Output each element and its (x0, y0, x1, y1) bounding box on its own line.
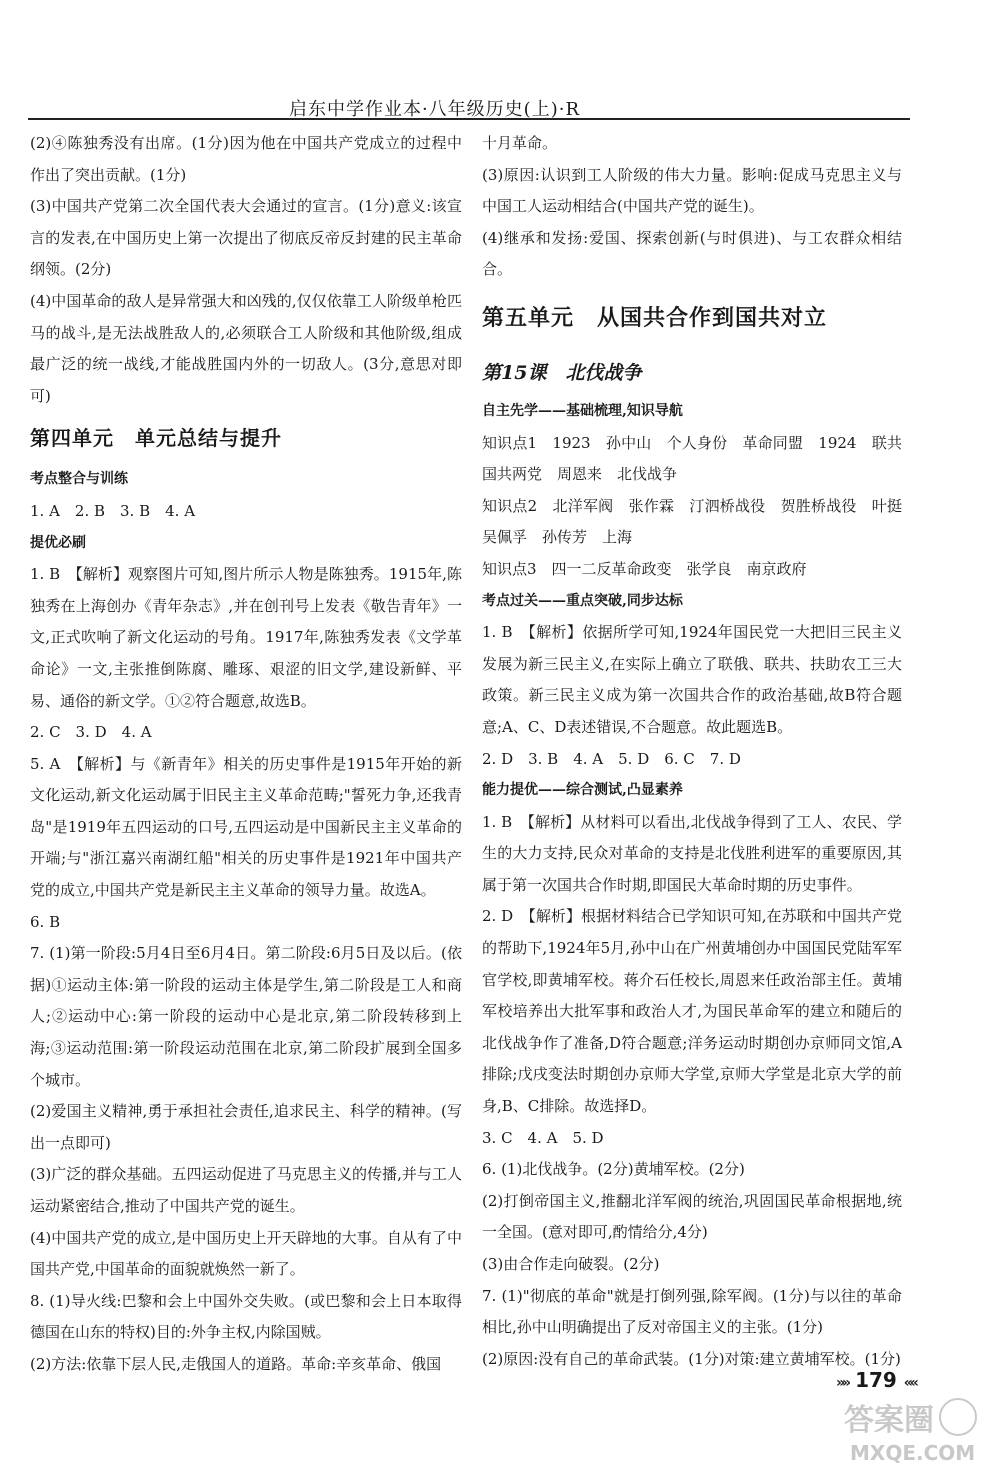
answer-paragraph: 7. (1)第一阶段:5月4日至6月4日。第二阶段:6月5日及以后。(依据)①运动主体:第一阶段的运动主体是学生,第二阶段是工人和商人;②运动中心:第一阶段的运动中心是北京,第二阶段转移到上海;③运动范围:第一阶段运动范围在北京,第二阶段扩展到全国多个城市。 (30, 944, 462, 1089)
header-title: 启东中学作业本·八年级历史(上)·R (288, 99, 580, 120)
section-heading: 提优必刷 (30, 534, 86, 551)
answer-line: 3. C 4. A 5. D (482, 1128, 604, 1147)
left-column (30, 128, 462, 1381)
answer-paragraph: (4)继承和发扬:爱国、探索创新(与时俱进)、与工农群众相结合。 (482, 228, 902, 279)
answer-paragraph: (4)中国革命的敌人是异常强大和凶残的,仅仅依靠工人阶级单枪匹马的战斗,是无法战胜敌人的,必须联合工人阶级和其他阶级,组成最广泛的统一战线,才能战胜国内外的一切敌人。(3分,意思对即可) (30, 291, 462, 405)
answer-paragraph: (3)广泛的群众基础。五四运动促进了马克思主义的传播,并与工人运动紧密结合,推动了中国共产党的诞生。 (30, 1165, 462, 1215)
answer-line: 十月革命。 (482, 134, 558, 152)
section-heading: 考点过关——重点突破,同步达标 (482, 592, 683, 609)
answer-paragraph: (2)④陈独秀没有出席。(1分)因为他在中国共产党成立的过程中作出了突出贡献。(1分) (30, 134, 462, 184)
answer-paragraph: 1. B 【解析】依据所学可知,1924年国民党一大把旧三民主义发展为新三民主义,在实际上确立了联俄、联共、扶助农工三大政策。新三民主义成为第一次国共合作的政治基础,故B符合题意;A、C、D表述错误,不合题意。故此题选B。 (482, 623, 902, 736)
answer-paragraph: (2)打倒帝国主义,推翻北洋军阀的统治,巩固国民革命根据地,统一全国。(意对即可,酌情给分,4分) (482, 1191, 902, 1242)
svg-text:答案圈: 答案圈 (844, 1403, 934, 1438)
page-header (28, 95, 910, 120)
knowledge-point: 知识点1 1923 孙中山 个人身份 革命同盟 1924 联共 国共两党 周恩来 北伐战争 (482, 433, 918, 484)
answer-paragraph: (3)由合作走向破裂。(2分) (482, 1255, 660, 1273)
answer-paragraph: 5. A 【解析】与《新青年》相关的历史事件是1915年开始的新文化运动,新文化运动属于旧民主主义革命范畴;"誓死力争,还我青岛"是1919年五四运动的口号,五四运动是中国新民主主义革命的开端;与"浙江嘉兴南湖红船"相关的历史事件是1921年中国共产党的成立,中国共产党是新民主主义革命的领导力量。故选A。 (30, 754, 462, 900)
answer-paragraph: 6. (1)北伐战争。(2分)黄埔军校。(2分) (482, 1160, 745, 1179)
answer-line: 1. A 2. B 3. B 4. A (30, 501, 196, 520)
answer-paragraph: (2)方法:依靠下层人民,走俄国人的道路。革命:辛亥革命、俄国 (30, 1354, 442, 1373)
knowledge-point: 知识点2 北洋军阀 张作霖 汀泗桥战役 贺胜桥战役 叶挺 吴佩孚 孙传芳 上海 (482, 496, 918, 547)
answer-paragraph: (2)爱国主义精神,勇于承担社会责任,追求民主、科学的精神。(写出一点即可) (30, 1102, 462, 1152)
page-number (836, 1368, 916, 1392)
answer-paragraph: (4)中国共产党的成立,是中国历史上开天辟地的大事。自从有了中国共产党,中国革命的面貌就焕然一新了。 (30, 1228, 462, 1279)
answer-paragraph: (3)中国共产党第二次全国代表大会通过的宣言。(1分)意义:该宣言的发表,在中国历史上第一次提出了彻底反帝反封建的民主革命纲领。(2分) (30, 197, 462, 279)
answer-paragraph: (2)原因:没有自己的革命武装。(1分)对策:建立黄埔军校。(1分) (482, 1349, 901, 1368)
answer-paragraph: 8. (1)导火线:巴黎和会上中国外交失败。(或巴黎和会上日本取得德国在山东的特权)目的:外争主权,内除国贼。 (30, 1291, 462, 1342)
answer-line: 2. D 3. B 4. A 5. D 6. C 7. D (482, 749, 741, 768)
answer-paragraph: (3)原因:认识到工人阶级的伟大力量。影响:促成马克思主义与中国工人运动相结合(中国共产党的诞生)。 (482, 165, 902, 216)
answer-paragraph: 2. D 【解析】根据材料结合已学知识可知,在苏联和中国共产党的帮助下,1924年5月,孙中山在广州黄埔创办中国国民党陆军军官学校,即黄埔军校。蒋介石任校长,周恩来任政治部主任。黄埔军校培养出大批军事和政治人才,为国民革命军的建立和随后的北伐战争作了准备,D符合题意;洋务运动时期创办京师同文馆,A排除;戊戌变法时期创办京师大学堂,京师大学堂是北京大学的前身,B、C排除。故选择D。 (482, 907, 902, 1116)
lesson-heading: 第15课 北伐战争 (482, 361, 642, 384)
chevron-left-icon: «« (903, 1375, 916, 1391)
svg-text:MXQE.COM: MXQE.COM (850, 1441, 976, 1465)
section-heading: 考点整合与训练 (30, 471, 128, 488)
answer-line: 6. B (30, 912, 61, 931)
header-rule (28, 118, 910, 120)
section-heading: 自主先学——基础梳理,知识导航 (482, 402, 683, 419)
unit-heading: 第四单元 单元总结与提升 (30, 426, 282, 451)
knowledge-point: 知识点3 四一二反革命政变 张学良 南京政府 (482, 559, 807, 578)
section-heading: 能力提优——综合测试,凸显素养 (482, 782, 683, 799)
watermark-logo (840, 1392, 990, 1467)
right-column (482, 128, 918, 1375)
answer-paragraph: 1. B 【解析】观察图片可知,图片所示人物是陈独秀。1915年,陈独秀在上海创办《青年杂志》,并在创刊号上发表《敬告青年》一文,正式吹响了新文化运动的号角。1917年,陈独秀发表《文学革命论》一文,主张推倒陈腐、雕琢、艰涩的旧文学,建设新鲜、平易、通俗的新文学。①②符合题意,故选B。 (30, 565, 462, 710)
answer-paragraph: 1. B 【解析】从材料可以看出,北伐战争得到了工人、农民、学生的大力支持,民众对革命的支持是北伐胜利进军的重要原因,其属于第一次国共合作时期,即国民大革命时期的历史事件。 (482, 812, 902, 894)
unit-heading: 第五单元 从国共合作到国共对立 (482, 304, 828, 331)
page-number-value: 179 (855, 1368, 897, 1392)
chevron-right-icon: »» (836, 1375, 849, 1391)
answer-paragraph: 7. (1)"彻底的革命"就是打倒列强,除军阀。(1分)与以往的革命相比,孙中山明确提出了反对帝国主义的主张。(1分) (482, 1286, 902, 1337)
answer-line: 2. C 3. D 4. A (30, 723, 152, 742)
